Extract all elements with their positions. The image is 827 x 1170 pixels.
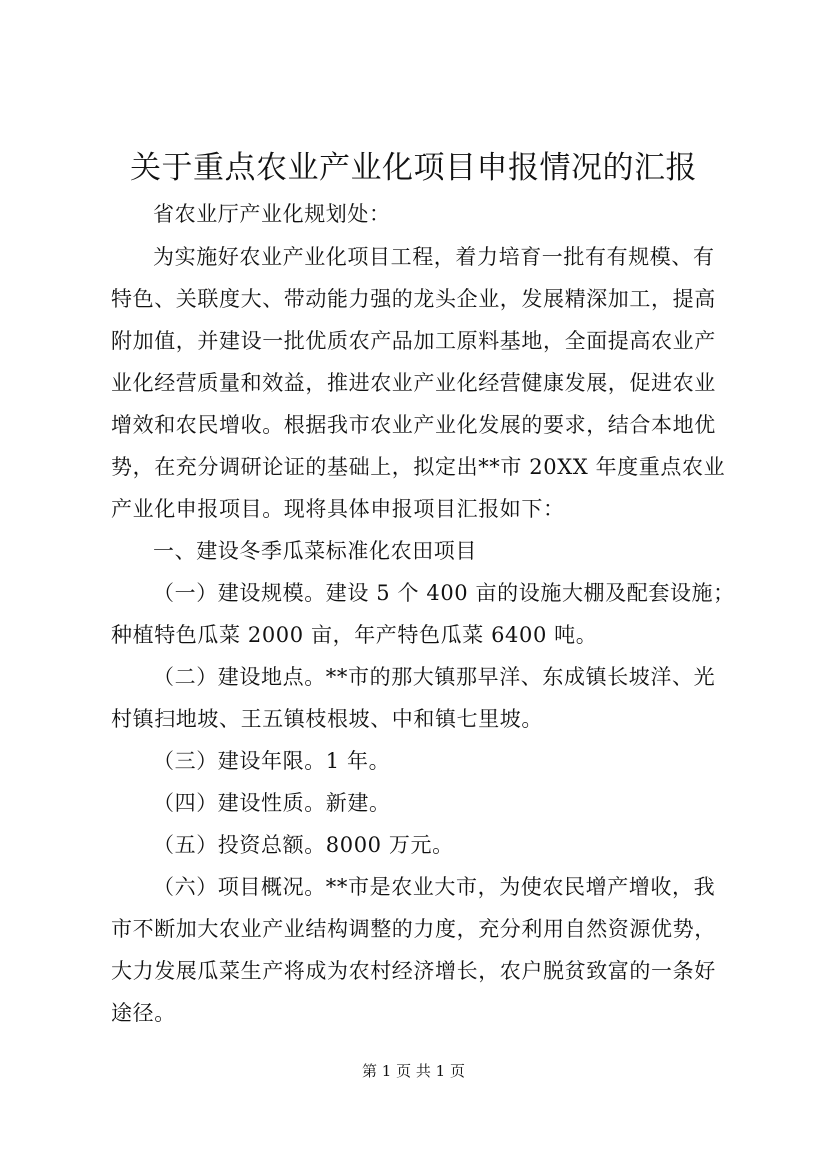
paragraph-line: 为实施好农业产业化项目工程，着力培育一批有有规模、有 (153, 245, 715, 269)
paragraph-line: 特色、关联度大、带动能力强的龙头企业，发展精深加工，提高 (111, 287, 716, 311)
paragraph-line-salutation: 省农业厅产业化规划处： (153, 202, 391, 226)
paragraph-line: 种植特色瓜菜 2000 亩，年产特色瓜菜 6400 吨。 (111, 623, 598, 647)
document-title: 关于重点农业产业化项目申报情况的汇报 (130, 150, 697, 186)
page-footer: 第 1 页 共 1 页 (362, 1062, 465, 1080)
paragraph-line: 途径。 (111, 1001, 176, 1025)
paragraph-line: 势，在充分调研论证的基础上，拟定出**市 20XX 年度重点农业 (111, 455, 726, 479)
paragraph-line: 附加值，并建设一批优质农产品加工原料基地，全面提高农业产 (111, 329, 716, 353)
paragraph-line: （四）建设性质。新建。 (153, 791, 391, 815)
paragraph-line: （三）建设年限。1 年。 (153, 749, 391, 773)
paragraph-line: （五）投资总额。8000 万元。 (153, 833, 454, 857)
paragraph-line: （二）建设地点。**市的那大镇那早洋、东成镇长坡洋、光 (153, 665, 716, 689)
paragraph-line: 村镇扫地坡、王五镇枝根坡、中和镇七里坡。 (111, 707, 543, 731)
paragraph-line: 大力发展瓜菜生产将成为农村经济增长，农户脱贫致富的一条好 (111, 959, 716, 983)
paragraph-line: 市不断加大农业产业结构调整的力度，充分利用自然资源优势， (111, 917, 716, 941)
paragraph-line: （一）建设规模。建设 5 个 400 亩的设施大棚及配套设施； (153, 581, 735, 605)
paragraph-line: （六）项目概况。**市是农业大市，为使农民增产增收，我 (153, 875, 716, 899)
paragraph-line: 产业化申报项目。现将具体申报项目汇报如下： (111, 497, 565, 521)
paragraph-line: 业化经营质量和效益，推进农业产业化经营健康发展，促进农业 (111, 371, 716, 395)
paragraph-line: 增效和农民增收。根据我市农业产业化发展的要求，结合本地优 (111, 413, 716, 437)
section-heading: 一、建设冬季瓜菜标准化农田项目 (153, 539, 477, 563)
